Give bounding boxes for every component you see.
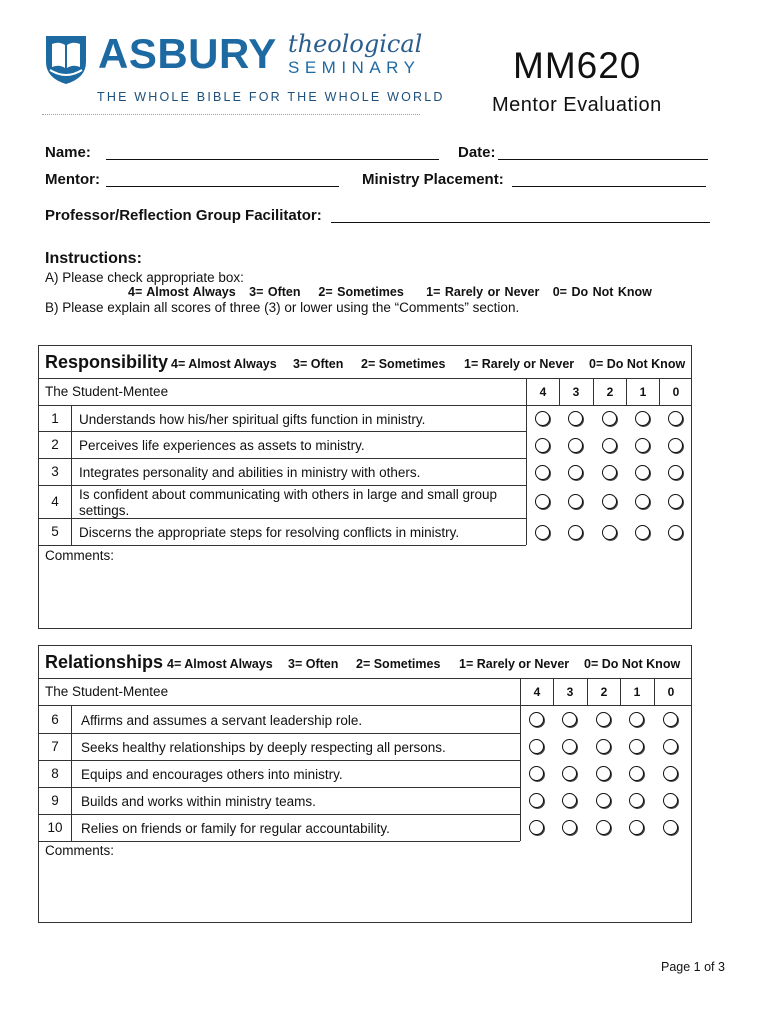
rating-radio-8-3[interactable] bbox=[562, 766, 577, 781]
rating-radio-8-1[interactable] bbox=[629, 766, 644, 781]
question-text: Integrates personality and abilities in ministry with others. bbox=[79, 465, 421, 480]
rating-radio-5-4[interactable] bbox=[535, 525, 550, 540]
rating-radio-2-4[interactable] bbox=[535, 438, 550, 453]
rating-radio-2-0[interactable] bbox=[668, 438, 683, 453]
column-header: 0 bbox=[667, 685, 675, 699]
scale-rarely: 1= Rarely or Never bbox=[459, 657, 570, 671]
rating-radio-9-0[interactable] bbox=[663, 793, 678, 808]
rating-radio-6-2[interactable] bbox=[596, 712, 611, 727]
rating-radio-9-2[interactable] bbox=[596, 793, 611, 808]
rating-radio-3-0[interactable] bbox=[668, 465, 683, 480]
rating-radio-4-3[interactable] bbox=[568, 494, 583, 509]
rating-radio-5-0[interactable] bbox=[668, 525, 683, 540]
rating-radio-4-4[interactable] bbox=[535, 494, 550, 509]
column-header: 1 bbox=[633, 685, 641, 699]
relationships-section bbox=[38, 645, 692, 923]
rating-radio-10-1[interactable] bbox=[629, 820, 644, 835]
rating-radio-7-4[interactable] bbox=[529, 739, 544, 754]
comments-label: Comments: bbox=[45, 548, 115, 563]
rating-radio-2-2[interactable] bbox=[602, 438, 617, 453]
instructions-b: B) Please explain all scores of three (3) or lower using the “Comments” section. bbox=[45, 300, 520, 315]
name-field[interactable] bbox=[106, 159, 439, 160]
rating-radio-7-2[interactable] bbox=[596, 739, 611, 754]
logo-theological: theological bbox=[288, 30, 423, 58]
column-header: 2 bbox=[600, 685, 608, 699]
rating-radio-1-0[interactable] bbox=[668, 411, 683, 426]
question-text: Affirms and assumes a servant leadership role. bbox=[81, 713, 363, 728]
row-number: 3 bbox=[51, 464, 59, 479]
rating-radio-10-4[interactable] bbox=[529, 820, 544, 835]
rating-radio-6-1[interactable] bbox=[629, 712, 644, 727]
course-code: MM620 bbox=[513, 45, 642, 86]
rating-radio-6-4[interactable] bbox=[529, 712, 544, 727]
name-label: Name: bbox=[45, 144, 91, 161]
comments-area[interactable] bbox=[45, 861, 685, 917]
row-number: 10 bbox=[47, 820, 63, 835]
professor-label: Professor/Reflection Group Facilitator: bbox=[45, 207, 322, 224]
rating-radio-8-0[interactable] bbox=[663, 766, 678, 781]
professor-field[interactable] bbox=[331, 222, 710, 223]
rating-radio-1-4[interactable] bbox=[535, 411, 550, 426]
rating-radio-8-4[interactable] bbox=[529, 766, 544, 781]
scale-sometimes: 2= Sometimes bbox=[356, 657, 441, 671]
rating-radio-5-3[interactable] bbox=[568, 525, 583, 540]
logo-tagline: THE WHOLE BIBLE FOR THE WHOLE WORLD bbox=[97, 90, 445, 104]
row-number: 9 bbox=[51, 793, 59, 808]
rating-radio-2-3[interactable] bbox=[568, 438, 583, 453]
row-number: 5 bbox=[51, 524, 59, 539]
seminary-logo bbox=[42, 30, 445, 122]
placement-label: Ministry Placement: bbox=[362, 171, 504, 188]
rating-radio-6-0[interactable] bbox=[663, 712, 678, 727]
column-header: 4 bbox=[533, 685, 541, 699]
instructions-heading: Instructions: bbox=[45, 250, 142, 267]
comments-label: Comments: bbox=[45, 843, 115, 858]
question-text: Understands how his/her spiritual gifts function in ministry. bbox=[79, 412, 426, 427]
shield-icon bbox=[42, 32, 90, 86]
question-text: Is confident about communicating with others in large and small group settings. bbox=[79, 487, 497, 518]
rating-radio-10-2[interactable] bbox=[596, 820, 611, 835]
scale-often: 3= Often bbox=[288, 657, 339, 671]
date-label: Date: bbox=[458, 144, 496, 161]
column-header: 2 bbox=[606, 385, 614, 399]
question-text: Equips and encourages others into ministry. bbox=[81, 767, 343, 782]
question-text: Relies on friends or family for regular accountability. bbox=[81, 821, 390, 836]
rating-radio-2-1[interactable] bbox=[635, 438, 650, 453]
rating-radio-9-1[interactable] bbox=[629, 793, 644, 808]
rating-radio-10-0[interactable] bbox=[663, 820, 678, 835]
rating-radio-9-3[interactable] bbox=[562, 793, 577, 808]
rating-radio-1-3[interactable] bbox=[568, 411, 583, 426]
rating-radio-3-4[interactable] bbox=[535, 465, 550, 480]
section-title: Responsibility bbox=[45, 352, 169, 372]
row-number: 7 bbox=[51, 739, 59, 754]
rating-radio-10-3[interactable] bbox=[562, 820, 577, 835]
column-header: 4 bbox=[539, 385, 547, 399]
scale-do-not-know: 0= Do Not Know bbox=[589, 357, 686, 371]
row-number: 1 bbox=[51, 411, 59, 426]
rating-radio-3-3[interactable] bbox=[568, 465, 583, 480]
form-title: Mentor Evaluation bbox=[492, 94, 662, 116]
subheader: The Student-Mentee bbox=[45, 684, 169, 699]
scale-almost-always: 4= Almost Always bbox=[167, 657, 273, 671]
logo-brand: ASBURY bbox=[98, 30, 277, 77]
scale-sometimes: 2= Sometimes bbox=[361, 357, 446, 371]
rating-radio-4-1[interactable] bbox=[635, 494, 650, 509]
row-number: 4 bbox=[51, 494, 59, 509]
rating-radio-4-2[interactable] bbox=[602, 494, 617, 509]
placement-field[interactable] bbox=[512, 186, 706, 187]
date-field[interactable] bbox=[498, 159, 708, 160]
question-text: Seeks healthy relationships by deeply respecting all persons. bbox=[81, 740, 446, 755]
rating-radio-3-1[interactable] bbox=[635, 465, 650, 480]
mentor-field[interactable] bbox=[106, 186, 339, 187]
scale-do-not-know: 0= Do Not Know bbox=[584, 657, 681, 671]
rating-radio-1-1[interactable] bbox=[635, 411, 650, 426]
scale-rarely: 1= Rarely or Never bbox=[464, 357, 575, 371]
rating-radio-5-1[interactable] bbox=[635, 525, 650, 540]
instructions-a: A) Please check appropriate box: bbox=[45, 270, 244, 285]
rating-radio-7-3[interactable] bbox=[562, 739, 577, 754]
subheader: The Student-Mentee bbox=[45, 384, 169, 399]
rating-radio-7-1[interactable] bbox=[629, 739, 644, 754]
section-title: Relationships bbox=[45, 652, 164, 672]
column-header: 3 bbox=[566, 685, 574, 699]
rating-radio-1-2[interactable] bbox=[602, 411, 617, 426]
column-header: 0 bbox=[672, 385, 680, 399]
mentor-label: Mentor: bbox=[45, 171, 100, 188]
rating-radio-5-2[interactable] bbox=[602, 525, 617, 540]
question-text: Builds and works within ministry teams. bbox=[81, 794, 316, 809]
question-text: Perceives life experiences as assets to ministry. bbox=[79, 438, 365, 453]
scale-often: 3= Often bbox=[293, 357, 344, 371]
responsibility-section bbox=[38, 345, 692, 629]
logo-divider bbox=[42, 114, 420, 115]
row-number: 8 bbox=[51, 766, 59, 781]
row-number: 2 bbox=[51, 437, 59, 452]
column-header: 1 bbox=[639, 385, 647, 399]
row-number: 6 bbox=[51, 712, 59, 727]
column-header: 3 bbox=[572, 385, 580, 399]
rating-radio-3-2[interactable] bbox=[602, 465, 617, 480]
page-number: Page 1 of 3 bbox=[661, 960, 725, 974]
rating-radio-8-2[interactable] bbox=[596, 766, 611, 781]
logo-seminary: SEMINARY bbox=[288, 58, 421, 77]
question-text: Discerns the appropriate steps for resolving conflicts in ministry. bbox=[79, 525, 460, 540]
scale-almost-always: 4= Almost Always bbox=[171, 357, 277, 371]
rating-radio-7-0[interactable] bbox=[663, 739, 678, 754]
instructions-scale: 4= Almost Always 3= Often 2= Sometimes 1= Rarely or Never 0= Do Not Know bbox=[128, 285, 652, 299]
rating-radio-4-0[interactable] bbox=[668, 494, 683, 509]
comments-area[interactable] bbox=[45, 566, 685, 622]
rating-radio-6-3[interactable] bbox=[562, 712, 577, 727]
rating-radio-9-4[interactable] bbox=[529, 793, 544, 808]
